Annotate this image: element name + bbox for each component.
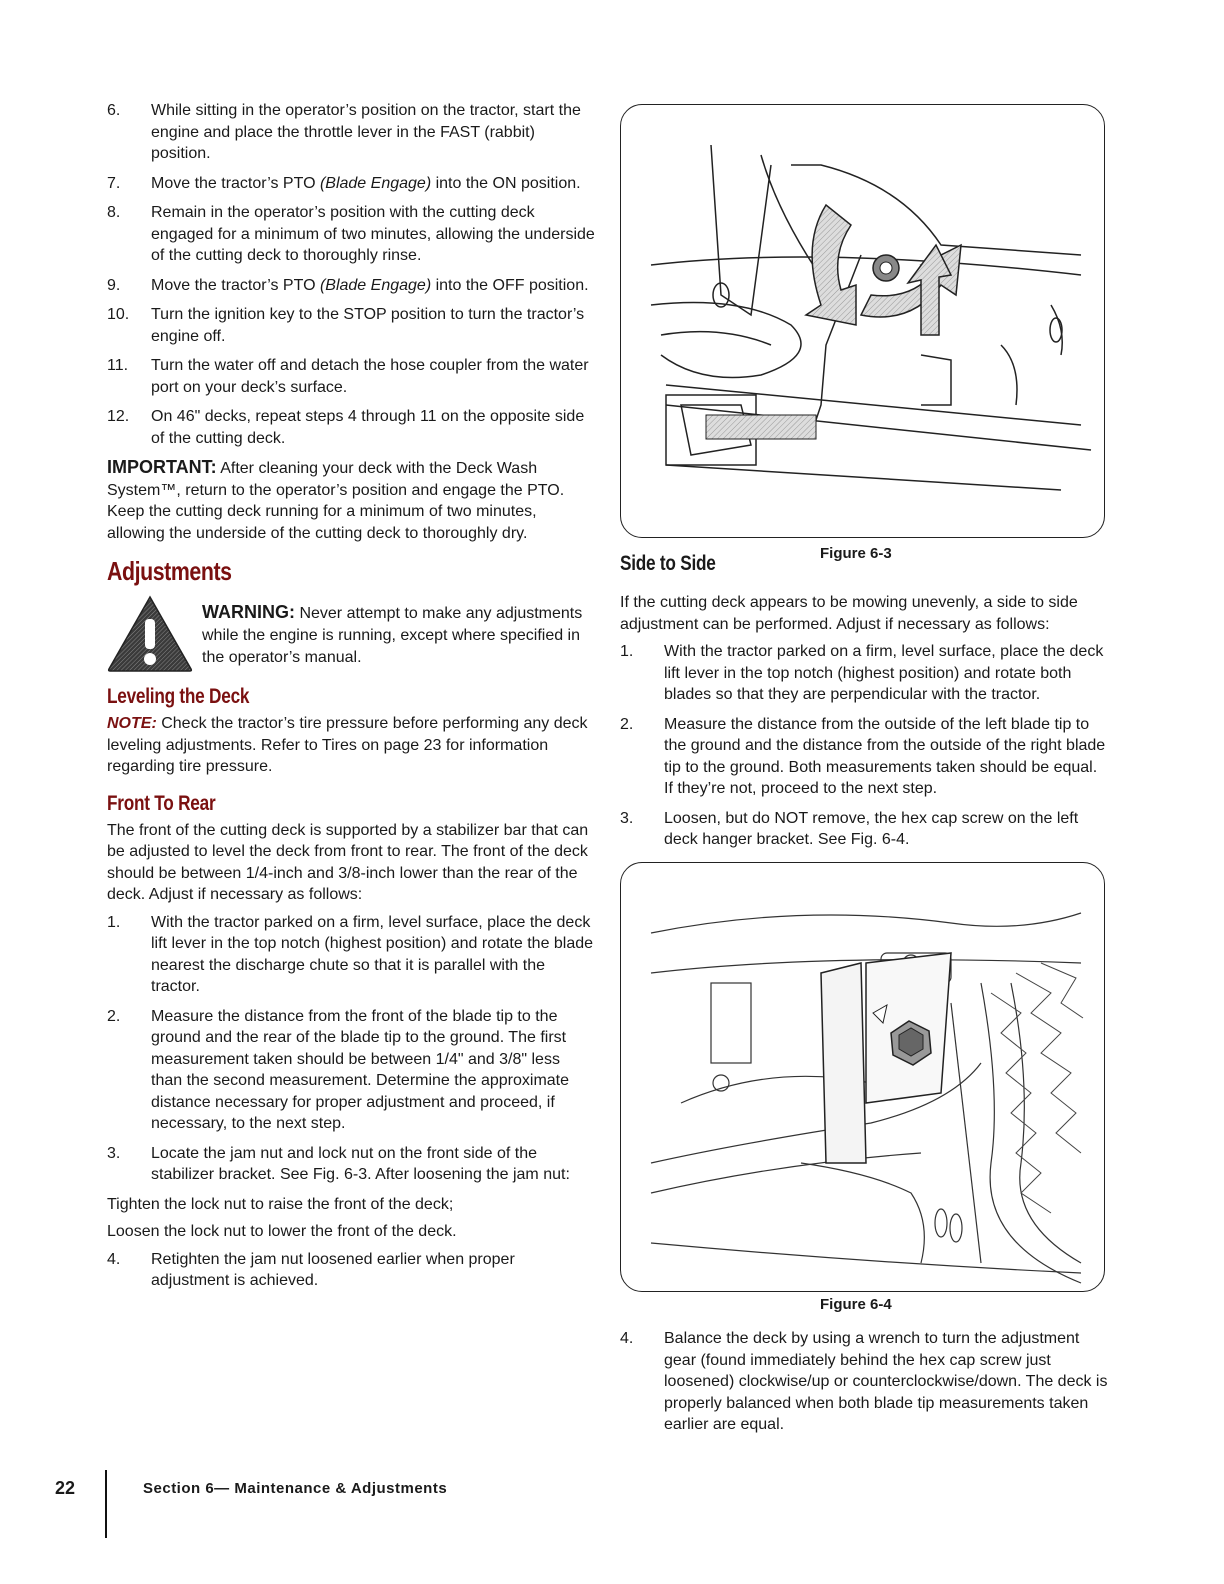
figure-6-3-caption: Figure 6-3 [820,545,892,562]
list-item: 1. With the tractor parked on a firm, level surface, place the deck lift lever in the top notch (highest position) and rotate the blade nearest the discharge chute so that it is parallel with the tractor. [107,913,594,995]
figure-6-3 [620,104,1105,538]
deck-hanger-bracket-illustration [621,863,1104,1291]
front-to-rear-intro: The front of the cutting deck is supported by a stabilizer bar that can be adjusted to level the deck from front to rear. The front of the deck should be between 1/4-inch and 3/8-inch lower than the rear of the deck. Adjust if necessary as follows: [107,821,589,903]
list-item: 7. Move the tractor’s PTO (Blade Engage) into the ON position. [107,174,581,192]
wash-steps [107,100,595,449]
list-item: 4. Balance the deck by using a wrench to turn the adjustment gear (found immediately behind the hex cap screw just loosened) clockwise/up or counterclockwise/down. The deck is properly balanced when both blade tip measurements taken earlier are equal. [620,1330,1108,1433]
list-item: 1. With the tractor parked on a firm, level surface, place the deck lift lever in the top notch (highest position) and rotate both blades so that they are perpendicular with the tractor. [620,643,1104,703]
figure-6-4-caption: Figure 6-4 [820,1296,892,1313]
list-item: 4. Retighten the jam nut loosened earlier when proper adjustment is achieved. [107,1250,515,1289]
side-to-side-heading: Side to Side [620,552,716,575]
section-title: Section 6— Maintenance & Adjustments [143,1480,448,1497]
side-step-4 [620,1328,1108,1444]
side-steps [620,641,1108,851]
front-to-rear-heading: Front To Rear [107,791,216,815]
list-item: 12. On 46" decks, repeat steps 4 through 11 on the opposite side of the cutting deck. [107,408,585,447]
left-column [107,100,595,1300]
side-intro: If the cutting deck appears to be mowing unevenly, a side to side adjustment can be performed. Adjust if necessary as follows: [620,594,1078,633]
list-item: 11. Turn the water off and detach the hose coupler from the water port on your deck’s surface. [107,357,589,396]
page-number: 22 [55,1478,76,1498]
note-paragraph: NOTE: Check the tractor’s tire pressure before performing any deck leveling adjustments. Refer to Tires on page 23 for information regarding tire pressure. [107,715,588,775]
stabilizer-bracket-illustration [621,105,1104,537]
warning-triangle-icon [107,595,193,673]
front-steps [107,912,595,1186]
list-item: 3. Locate the jam nut and lock nut on the front side of the stabilizer bracket. See Fig. 6-3. After loosening the jam nut: [107,1144,570,1183]
list-item: 2. Measure the distance from the outside of the left blade tip to the ground and the distance from the outside of the right blade tip to the ground. Both measurements taken should be equal. If they’re not, proceed to the next step. [620,715,1106,797]
list-item: 9. Move the tractor’s PTO (Blade Engage) into the OFF position. [107,276,589,294]
warning-block [107,595,595,675]
list-item: 6. While sitting in the operator’s position on the tractor, start the engine and place the throttle lever in the FAST (rabbit) position. [107,102,581,162]
tighten-text: Tighten the lock nut to raise the front of the deck; [107,1195,454,1213]
footer-divider [105,1470,107,1538]
important-note: IMPORTANT: After cleaning your deck with the Deck Wash System™, return to the operator’s position and engage the PTO. Keep the cutting deck running for a minimum of two minutes, allowing the underside of the cutting deck to thoroughly dry. [107,457,565,542]
list-item: 8. Remain in the operator’s position with the cutting deck engaged for a minimum of two minutes, allowing the underside of the cutting deck to thoroughly rinse. [107,204,595,264]
list-item: 2. Measure the distance from the front of the blade tip to the ground and the rear of the blade tip to the ground. The first measurement taken should be between 1/4" and 3/8" less than the second measurement. Determine the approximate distance necessary for proper adjustment and proceed, if necessary, to the next step. [107,1007,570,1132]
loosen-text: Loosen the lock nut to lower the front of the deck. [107,1223,457,1240]
list-item: 10. Turn the ignition key to the STOP position to turn the tractor’s engine off. [107,306,585,345]
leveling-heading: Leveling the Deck [107,685,250,708]
warning-text: WARNING: Never attempt to make any adjustments while the engine is running, except where specified in the operator’s manual. [202,602,583,666]
side-to-side-section [620,592,1108,859]
list-item: 3. Loosen, but do NOT remove, the hex cap screw on the left deck hanger bracket. See Fig. 6-4. [620,809,1079,848]
adjustments-heading: Adjustments [107,556,232,586]
figure-6-4 [620,862,1105,1292]
